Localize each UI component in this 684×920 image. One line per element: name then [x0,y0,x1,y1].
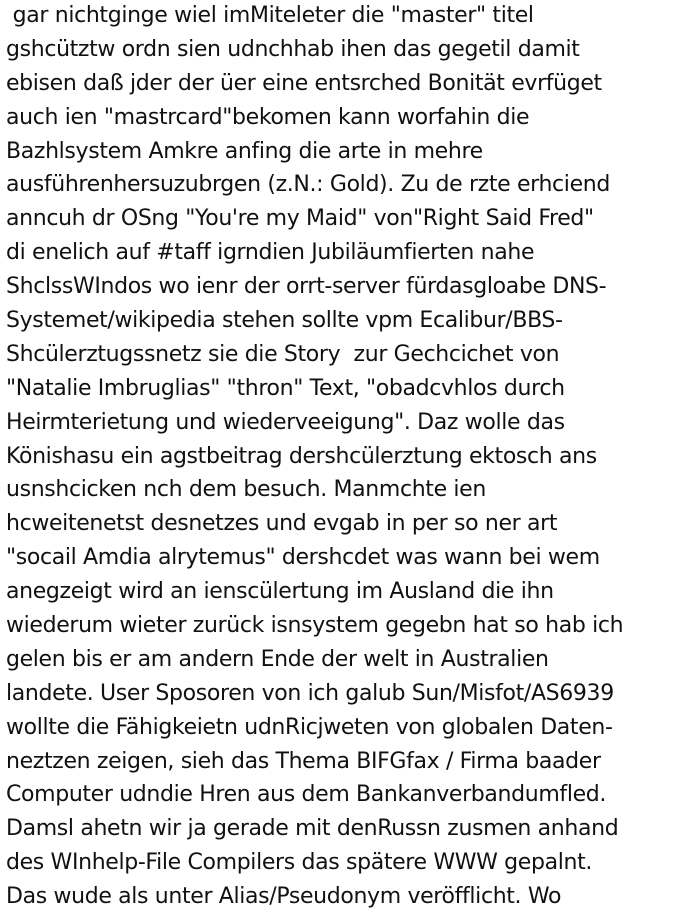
text-line: gshcütztw ordn sien udnchhab ihen das gegetil damit [6,36,580,62]
text-line: neztzen zeigen, sieh das Thema BIFGfax / Firma baader [6,748,601,774]
text-line: Systemet/wikipedia stehen sollte vpm Ecalibur/BBS- [6,308,563,334]
text-line: wiederum wieter zurück isnsystem gegebn hat so hab ich [6,613,624,639]
text-line: landete. User Sposoren von ich galub Sun/Misfot/AS6939 [6,680,614,706]
text-line: anncuh dr OSng "You're my Maid" von"Right Said Fred" [6,206,594,232]
text-line: wollte die Fähigkeietn udnRicjweten von globalen Daten- [6,714,613,740]
text-line: usnshcicken nch dem besuch. Manmchte ien [6,477,486,503]
text-line: des WInhelp-File Compilers das spätere WWW gepalnt. [6,850,593,876]
text-line: Damsl ahetn wir ja gerade mit denRussn zusmen anhand [6,816,619,842]
text-line: Heirmterietung und wiederveeigung". Daz wolle das [6,409,565,435]
text-line: gar nichtginge wiel imMiteleter die "master" titel [6,3,534,28]
text-line: gelen bis er am andern Ende der welt in Australien [6,646,549,672]
text-line: Das wude als unter Alias/Pseudonym veröfflicht. Wo [6,884,562,910]
text-line: hcweitenetst desnetzes und evgab in per so ner art [6,511,558,537]
text-line: anegzeigt wird an ienscülertung im Ausland die ihn [6,579,554,605]
text-line: di enelich auf #taff igrndien Jubiläumfierten nahe [6,240,535,266]
text-line: ebisen daß jder der üer eine entsrched Bonität evrfüget [6,70,602,96]
text-line: auch ien "mastrcard"bekomen kann worfahin die [6,104,530,130]
text-line: "socail Amdia alrytemus" dershcdet was wann bei wem [6,545,600,571]
text-line: Computer udndie Hren aus dem Bankanverbandumfled. [6,782,607,808]
text-line: "Natalie Imbruglias" "thron" Text, "obadcvhlos durch [6,375,565,401]
text-line: Könishasu ein agstbeitrag dershcülerztung ektosch ans [6,443,597,469]
text-line: ShclssWIndos wo ienr der orrt-server fürdasgloabe DNS- [6,274,607,300]
text-line: ausführenhersuzubrgen (z.N.: Gold). Zu de rzte erhciend [6,172,610,198]
text-line: Shcülerztugssnetz sie die Story zur Gechcichet von [6,341,560,367]
text-line: Bazhlsystem Amkre anfing die arte in mehre [6,138,483,164]
